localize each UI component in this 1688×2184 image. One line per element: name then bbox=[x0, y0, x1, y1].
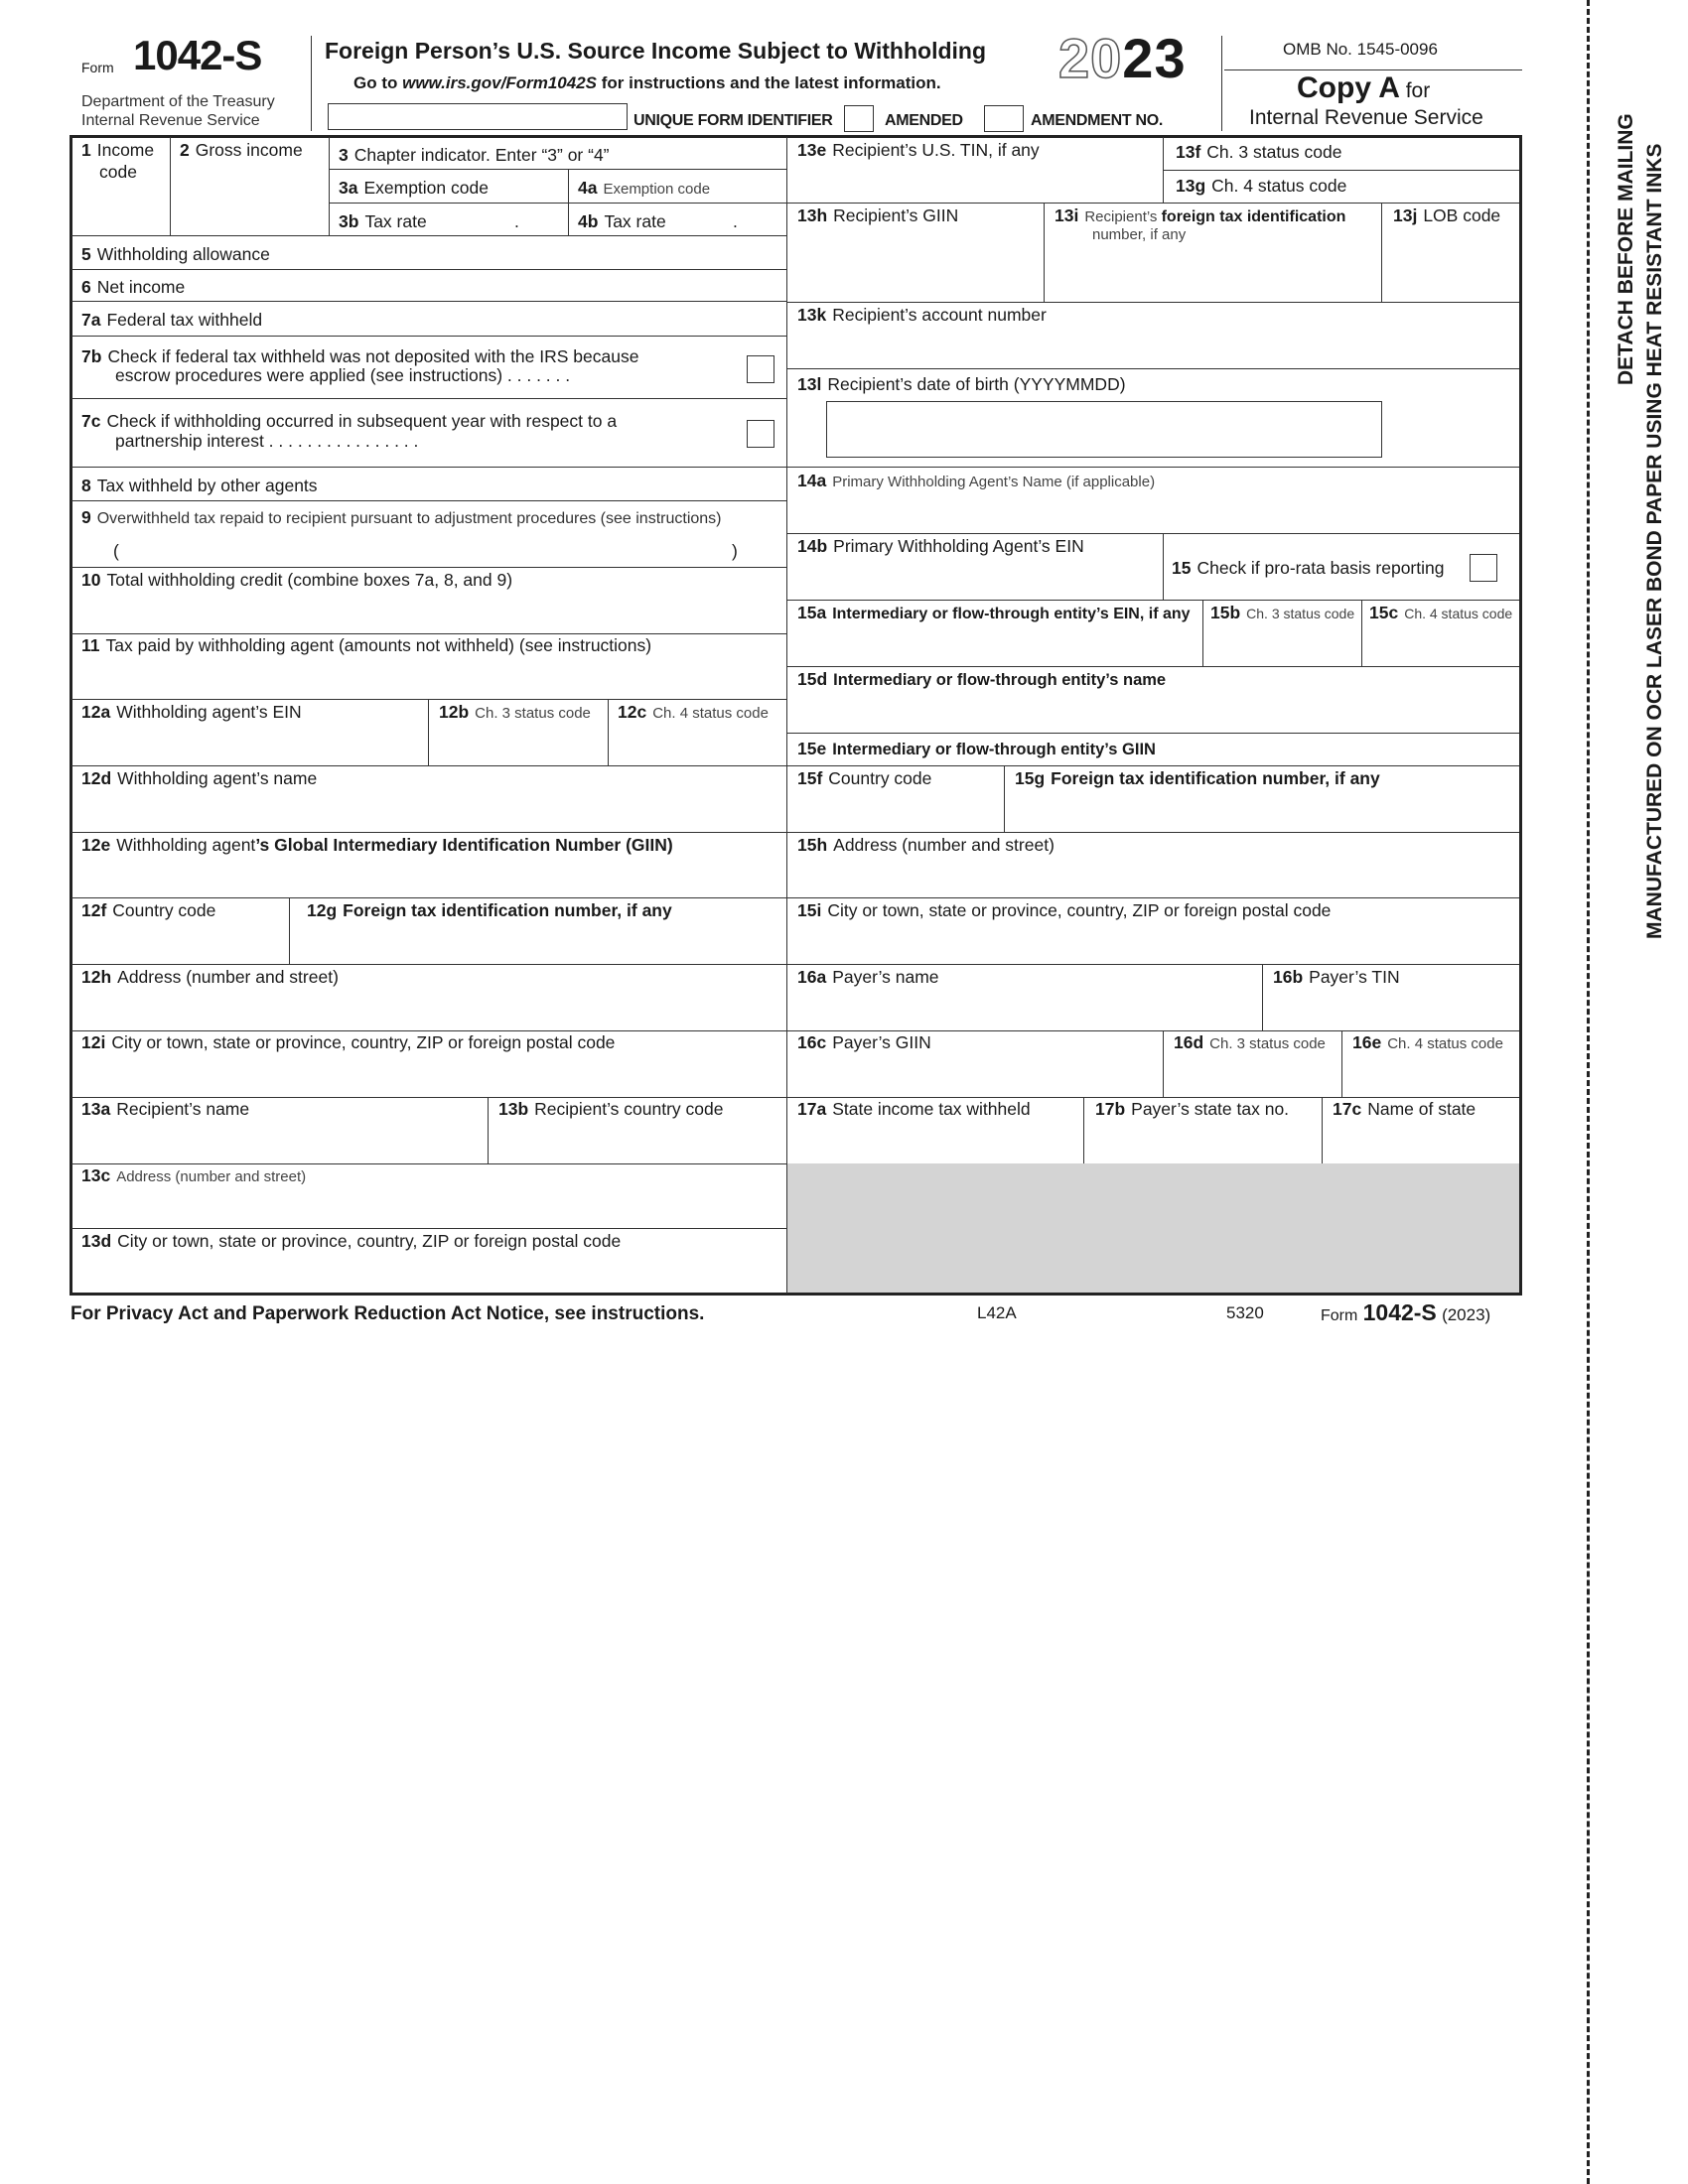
box-5-label: 5 Withholding allowance bbox=[81, 244, 270, 264]
box-2-label: 2 Gross income bbox=[180, 140, 303, 160]
box-17b-label: 17b Payer’s state tax no. bbox=[1095, 1099, 1290, 1119]
footer-form-id: Form 1042-S (2023) bbox=[1321, 1299, 1491, 1325]
box-13b-label: 13b Recipient’s country code bbox=[498, 1099, 724, 1119]
box-9-paren-open: ( bbox=[113, 541, 119, 561]
box-12b-label: 12b Ch. 3 status code bbox=[439, 702, 591, 722]
box-7c-label-line-2: partnership interest . . . . . . . . . . . . . . . . bbox=[115, 431, 419, 451]
box-13k-label: 13k Recipient’s account number bbox=[797, 305, 1047, 325]
box-12f-label: 12f Country code bbox=[81, 900, 216, 920]
shaded-area bbox=[787, 1163, 1519, 1293]
box-12d-label: 12d Withholding agent’s name bbox=[81, 768, 318, 788]
box-17a-label: 17a State income tax withheld bbox=[797, 1099, 1031, 1119]
footer-code: L42A bbox=[977, 1303, 1017, 1322]
unique-form-identifier-field[interactable] bbox=[328, 103, 628, 130]
box-14a-label: 14a Primary Withholding Agent’s Name (if applicable) bbox=[797, 471, 1156, 490]
box-3a-label: 3a Exemption code bbox=[339, 178, 489, 198]
perforation-line bbox=[1587, 0, 1590, 2184]
box-8-label: 8 Tax withheld by other agents bbox=[81, 476, 318, 495]
box-16a-label: 16a Payer’s name bbox=[797, 967, 939, 987]
box-7b-label-line-2: escrow procedures were applied (see instructions) . . . . . . . bbox=[115, 365, 571, 385]
copy-irs: Internal Revenue Service bbox=[1249, 106, 1483, 129]
box-3-label: 3 Chapter indicator. Enter “3” or “4” bbox=[339, 145, 610, 165]
form-title: Foreign Person’s U.S. Source Income Subject to Withholding bbox=[325, 38, 987, 64]
ufi-label: UNIQUE FORM IDENTIFIER bbox=[633, 112, 833, 129]
copy-a-label: Copy A for bbox=[1297, 71, 1431, 104]
detach-text: DETACH BEFORE MAILING bbox=[1615, 113, 1637, 385]
box-16d-label: 16d Ch. 3 status code bbox=[1174, 1032, 1326, 1052]
box-4a-label: 4a Exemption code bbox=[578, 178, 711, 198]
box-11-label: 11 Tax paid by withholding agent (amounts not withheld) (see instructions) bbox=[81, 635, 652, 655]
form-number: 1042-S bbox=[133, 32, 262, 78]
box-9-label: 9 Overwithheld tax repaid to recipient pursuant to adjustment procedures (see instructions) bbox=[81, 507, 722, 527]
box-7b-label: 7b Check if federal tax withheld was not deposited with the IRS because bbox=[81, 346, 639, 366]
box-10-label: 10 Total withholding credit (combine boxes 7a, 8, and 9) bbox=[81, 570, 513, 590]
box-12i-label: 12i City or town, state or province, country, ZIP or foreign postal code bbox=[81, 1032, 616, 1052]
box-15a-label: 15a Intermediary or flow-through entity’s EIN, if any bbox=[797, 603, 1191, 622]
box-15e-label: 15e Intermediary or flow-through entity’s GIIN bbox=[797, 739, 1156, 758]
box-13a-label: 13a Recipient’s name bbox=[81, 1099, 250, 1119]
box-4b-decimal: . bbox=[733, 211, 738, 231]
box-15c-label: 15c Ch. 4 status code bbox=[1369, 603, 1513, 622]
goto-line: Go to www.irs.gov/Form1042S for instructions and the latest information. bbox=[353, 73, 941, 92]
box-15b-label: 15b Ch. 3 status code bbox=[1210, 603, 1355, 622]
dept-line-2: Internal Revenue Service bbox=[81, 112, 260, 129]
box-15-label: 15 Check if pro-rata basis reporting bbox=[1172, 558, 1445, 578]
omb-number: OMB No. 1545-0096 bbox=[1283, 40, 1438, 59]
box-12g-label: 12g Foreign tax identification number, if any bbox=[307, 900, 672, 920]
amended-label: AMENDED bbox=[885, 112, 963, 129]
privacy-notice: For Privacy Act and Paperwork Reduction Act Notice, see instructions. bbox=[70, 1303, 705, 1324]
box-16c-label: 16c Payer’s GIIN bbox=[797, 1032, 931, 1052]
amendment-number-field[interactable] bbox=[984, 105, 1024, 132]
box-13e-label: 13e Recipient’s U.S. TIN, if any bbox=[797, 140, 1040, 160]
box-15f-label: 15f Country code bbox=[797, 768, 932, 788]
box-13l-label: 13l Recipient’s date of birth (YYYYMMDD) bbox=[797, 374, 1126, 394]
manufactured-text: MANUFACTURED ON OCR LASER BOND PAPER USING HEAT RESISTANT INKS bbox=[1643, 143, 1666, 939]
box-12a-label: 12a Withholding agent’s EIN bbox=[81, 702, 302, 722]
amendment-no-label: AMENDMENT NO. bbox=[1031, 112, 1163, 129]
box-16e-label: 16e Ch. 4 status code bbox=[1352, 1032, 1503, 1052]
box-15d-label: 15d Intermediary or flow-through entity’s name bbox=[797, 669, 1167, 689]
box-14b-label: 14b Primary Withholding Agent’s EIN bbox=[797, 536, 1084, 556]
box-7c-checkbox[interactable] bbox=[747, 420, 774, 448]
box-13d-label: 13d City or town, state or province, country, ZIP or foreign postal code bbox=[81, 1231, 622, 1251]
box-17c-label: 17c Name of state bbox=[1333, 1099, 1477, 1119]
box-13h-label: 13h Recipient’s GIIN bbox=[797, 205, 959, 225]
form-word: Form bbox=[81, 60, 114, 75]
goto-url[interactable]: www.irs.gov/Form1042S bbox=[402, 73, 597, 92]
box-15-checkbox[interactable] bbox=[1470, 554, 1497, 582]
amended-checkbox[interactable] bbox=[844, 105, 874, 132]
box-13c-label: 13c Address (number and street) bbox=[81, 1165, 307, 1185]
tax-year: 2023 bbox=[1058, 27, 1187, 89]
box-13j-label: 13j LOB code bbox=[1393, 205, 1501, 225]
box-16b-label: 16b Payer’s TIN bbox=[1273, 967, 1400, 987]
box-15g-label: 15g Foreign tax identification number, if any bbox=[1015, 768, 1380, 788]
box-1-label: 1 Income bbox=[81, 140, 155, 160]
cat-number: 5320 bbox=[1226, 1303, 1264, 1322]
box-12e-label: 12e Withholding agent’s Global Intermediary Identification Number (GIIN) bbox=[81, 835, 673, 855]
box-7a-label: 7a Federal tax withheld bbox=[81, 310, 263, 330]
box-13l-date-field[interactable] bbox=[826, 401, 1382, 458]
box-13f-label: 13f Ch. 3 status code bbox=[1176, 142, 1342, 162]
box-1-label-line-2: code bbox=[99, 162, 137, 182]
box-13g-label: 13g Ch. 4 status code bbox=[1176, 176, 1347, 196]
box-9-paren-close: ) bbox=[732, 541, 738, 561]
box-4b-label: 4b Tax rate bbox=[578, 211, 666, 231]
box-12c-label: 12c Ch. 4 status code bbox=[618, 702, 769, 722]
box-6-label: 6 Net income bbox=[81, 277, 186, 297]
box-13i-label: 13i Recipient’s foreign tax identification bbox=[1055, 205, 1346, 225]
box-12h-label: 12h Address (number and street) bbox=[81, 967, 339, 987]
box-3b-decimal: . bbox=[514, 211, 519, 231]
box-15h-label: 15h Address (number and street) bbox=[797, 835, 1055, 855]
box-7b-checkbox[interactable] bbox=[747, 355, 774, 383]
box-3b-label: 3b Tax rate bbox=[339, 211, 427, 231]
box-7c-label: 7c Check if withholding occurred in subsequent year with respect to a bbox=[81, 411, 618, 431]
dept-line-1: Department of the Treasury bbox=[81, 93, 275, 110]
box-15i-label: 15i City or town, state or province, country, ZIP or foreign postal code bbox=[797, 900, 1332, 920]
box-13i-label-line-2: number, if any bbox=[1092, 226, 1187, 243]
